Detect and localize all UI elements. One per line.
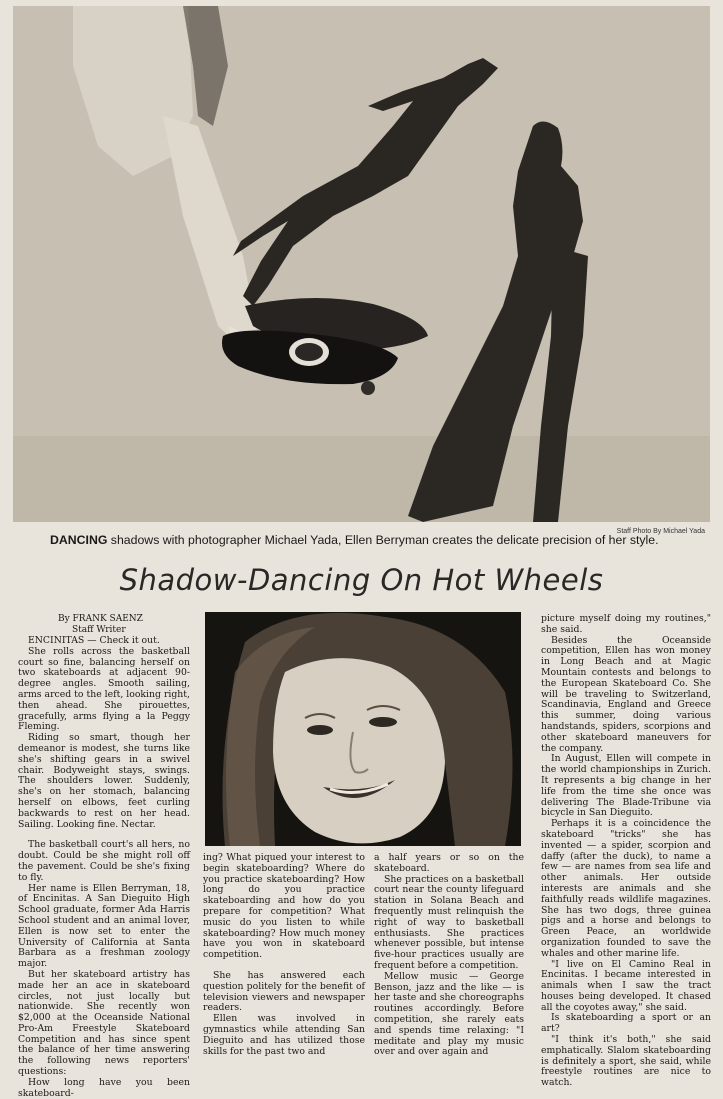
paragraph: Besides the Oceanside competition, Ellen has won money in Long Beach and at Magic Mountain contests and belongs to the European Skateboard Co. She will be traveling to Switzerland, Scandinavia, England and Greece this summer, doing various handstands, spiders, scorpions and other skateboard maneuvers for the company. [541,634,711,754]
paragraph: Her name is Ellen Berryman, 18, of Encinitas. A San Dieguito High School graduate, former Ada Harris School student and an animal lover, Ellen is now set to enter the University of California at Santa Barbara as a freshman zoology major. [18,882,190,970]
paragraph: She practices on a basketball court near the county lifeguard station in Solana Beach and frequently must relinquish the right of way to basketball enthusiasts. She practices whenever possible, but intense five-hour practices usually are frequent before a competition. [374,873,524,971]
article-column-1 [18,636,190,1099]
paragraph: ing? What piqued your interest to begin skateboarding? Where do you practice skateboarding? How long do you practice skateboarding and how do you prepare for competition? What music do you listen to while skateboarding? How much money have you won in skateboard competition. [203,852,365,961]
article-column-3 [374,853,524,1058]
paragraph: Perhaps it is a coincidence the skateboard "tricks" she has invented — a spider, scorpion and daffy (after the duck), to name a few — are names from sea life and other animals. Her outside interests are animals and she faithfully reads wildlife magazines. She has two dogs, three guinea pigs and a horse and belongs to Green Peace, an worldwide organization founded to save the whales and other marine life. [541,818,711,959]
paragraph: But her skateboard artistry has made her an ace in skateboard circles, not just locally but nationwide. She recently won $2,000 at the Oceanside National Pro-Am Freestyle Skateboard Competition and has since spent the balance of her time answering the following news reporters' questions: [18,968,190,1078]
paragraph: "I live on El Camino Real in Encinitas. I became interested in animals when I saw the tract houses being developed. It chased all the coyotes away," she said. [541,958,711,1013]
photo-caption [50,533,670,548]
photo-credit: Staff Photo By Michael Yada [616,528,705,535]
paragraph: She has answered each question politely for the benefit of television viewers and newspaper readers. [203,969,365,1014]
headline: Shadow-Dancing On Hot Wheels [119,563,604,597]
paragraph: Mellow music — George Benson, jazz and the like — is her taste and she choreographs routines accordingly. Before competition, she rarely eats and spends time relaxing: "I meditate and play my music over and over again and [374,970,524,1058]
byline-role: Staff Writer [72,625,126,635]
paragraph: a half years or so on the skateboard. [374,852,524,874]
paragraph: How long have you been skateboard- [18,1076,190,1099]
caption-text: shadows with photographer Michael Yada, Ellen Berryman creates the delicate precision of her style. [107,533,659,547]
paragraph: Ellen was involved in gymnastics while attending San Dieguito and has utilized those skills for the past two and [203,1013,365,1057]
paragraph: Is skateboarding a sport or an art? [541,1012,711,1035]
byline-author: By FRANK SAENZ [58,614,143,624]
portrait-photo-ellen-berryman [205,612,521,846]
article-column-4 [541,614,711,1089]
caption-lead: DANCING [50,533,108,547]
paragraph: ENCINITAS — Check it out. [28,635,160,646]
paragraph: picture myself doing my routines," she said. [541,613,711,635]
paragraph: In August, Ellen will compete in the world championships in Zurich. It represents a big change in her life from the time she once was delivering The Blade-Tribune via bicycle in San Dieguito. [541,753,711,819]
byline [58,614,198,636]
main-photo-skateboard-shadows [13,6,710,522]
paragraph: She rolls across the basketball court so fine, balancing herself on two skateboards at adjacent 90-degree angles. Smooth sailing, arms arced to the left, looking right, then ahead. She pirouettes, gracefully, arms flying a la Peggy Fleming. [18,645,190,733]
paragraph: The basketball court's all hers, no doubt. Could be she might roll off the pavement. Could be she's fixing to fly. [18,839,190,883]
paragraph: Riding so smart, though her demeanor is modest, she turns like she's shifting gears in a swivel chair. Bodyweight stays, swings. The shoulders lower. Suddenly, she's on her stomach, balancing herself on elbows, feet curling backwards to rest on her head. Sailing. Looking fine. Nectar. [18,732,190,830]
paragraph: "I think it's both," she said emphatically. Slalom skateboarding is definitely a sport, she said, while freestyle routines are nice to watch. [541,1034,711,1089]
article-column-2 [203,853,365,1057]
